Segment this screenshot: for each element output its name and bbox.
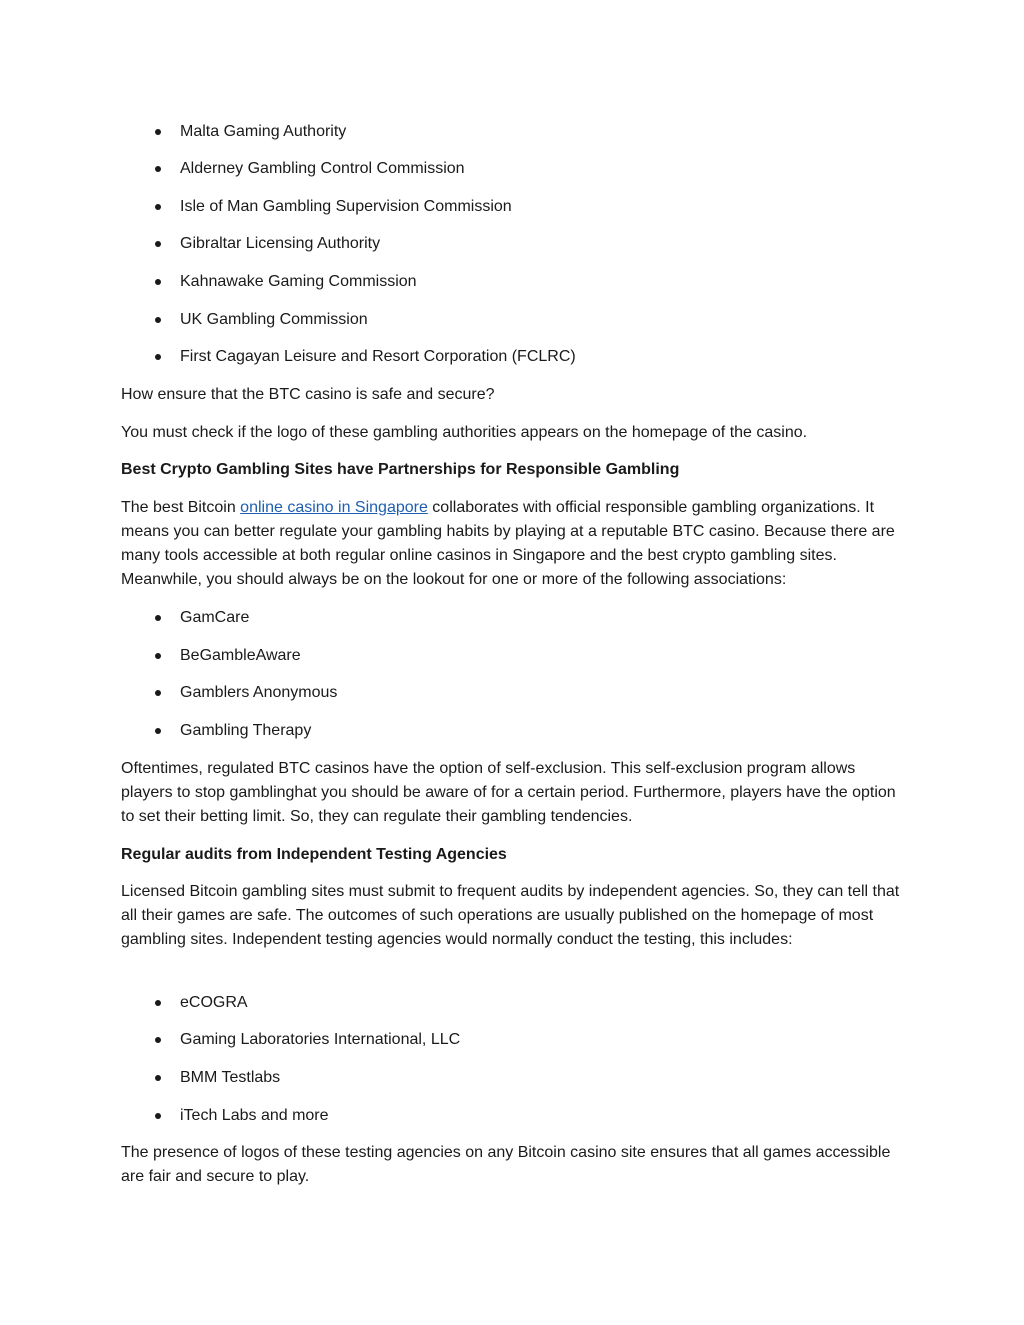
list-item: First Cagayan Leisure and Resort Corporation (FCLRC): [121, 345, 911, 369]
partnerships-paragraph: The best Bitcoin online casino in Singapore collaborates with official responsible gambling organizations. It means you can better regulate your gambling habits by playing at a reputable BTC casino. Because there are many tools accessible at both regular online casinos in Singapore and the best crypto gambling sites. Meanwhile, you should always be on the lookout for one or more of the following associations:: [121, 499, 895, 588]
presence-paragraph: The presence of logos of these testing agencies on any Bitcoin casino site ensures that all games accessible are fair and secure to play.: [121, 1144, 891, 1185]
bullet-icon: [155, 1028, 163, 1052]
check-paragraph: You must check if the logo of these gambling authorities appears on the homepage of the casino.: [121, 424, 808, 441]
bullet-icon: [155, 270, 163, 294]
singapore-casino-link[interactable]: online casino in Singapore: [240, 499, 428, 516]
bullet-icon: [155, 157, 163, 181]
list-item: Gibraltar Licensing Authority: [121, 232, 911, 256]
list-item: UK Gambling Commission: [121, 308, 911, 332]
section-heading: Best Crypto Gambling Sites have Partnerships for Responsible Gambling: [121, 461, 680, 478]
bullet-icon: [155, 991, 163, 1015]
self-exclusion-paragraph: Oftentimes, regulated BTC casinos have the option of self-exclusion. This self-exclusion program allows players to stop gamblinghat you should be aware of for a certain period. Furthermore, players have the option to set their betting limit. So, they can regulate their gambling tendencies.: [121, 760, 896, 825]
list-item: Gaming Laboratories International, LLC: [121, 1028, 911, 1052]
bullet-icon: [155, 1066, 163, 1090]
list-item: BMM Testlabs: [121, 1066, 911, 1090]
bullet-icon: [155, 195, 163, 219]
list-item: Gamblers Anonymous: [121, 681, 911, 705]
audits-paragraph: Licensed Bitcoin gambling sites must submit to frequent audits by independent agencies. So, they can tell that all their games are safe. The outcomes of such operations are usually published on the homepage of most gambling sites. Independent testing agencies would normally conduct the testing, this includes:: [121, 883, 900, 948]
list-item: iTech Labs and more: [121, 1104, 911, 1128]
question-paragraph: How ensure that the BTC casino is safe and secure?: [121, 386, 495, 403]
section-heading: Regular audits from Independent Testing Agencies: [121, 846, 507, 863]
bullet-icon: [155, 606, 163, 630]
list-item: Gambling Therapy: [121, 719, 911, 743]
list-item: Alderney Gambling Control Commission: [121, 157, 911, 181]
list-item: eCOGRA: [121, 991, 911, 1015]
list-item: BeGambleAware: [121, 644, 911, 668]
bullet-icon: [155, 644, 163, 668]
list-item: Malta Gaming Authority: [121, 120, 911, 144]
list-item: GamCare: [121, 606, 911, 630]
list-item: Isle of Man Gambling Supervision Commission: [121, 195, 911, 219]
bullet-icon: [155, 681, 163, 705]
bullet-icon: [155, 719, 163, 743]
list-item: Kahnawake Gaming Commission: [121, 270, 911, 294]
bullet-icon: [155, 120, 163, 144]
bullet-icon: [155, 308, 163, 332]
bullet-icon: [155, 232, 163, 256]
bullet-icon: [155, 345, 163, 369]
bullet-icon: [155, 1104, 163, 1128]
